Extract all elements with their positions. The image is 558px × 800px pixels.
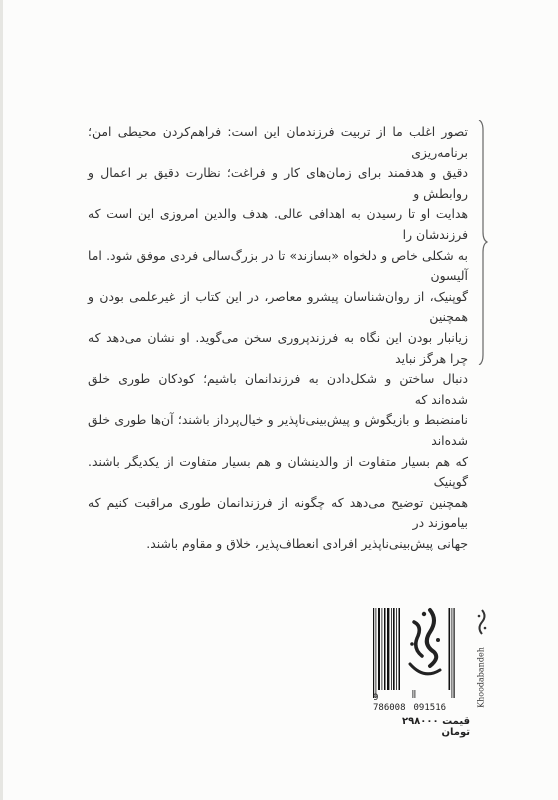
blurb-line: به شکلی خاص و دلخواه «بسازند» تا در بزرگ‌سالی فردی موفق شود. اما آلیسون	[88, 247, 468, 284]
blurb-line: دنبال ساختن و شکل‌دادن به فرزندانمان باشیم؛ کودکان طوری خلق شده‌اند که	[88, 371, 468, 407]
blurb-line: زیانبار بودن این نگاه به فرزندپروری سخن می‌گوید. او نشان می‌دهد که چرا هرگز نباید	[88, 329, 468, 366]
blurb-line: جهانی پیش‌بینی‌ناپذیر افرادی انعطاف‌پذیر، خلاق و مقاوم باشند.	[146, 535, 468, 551]
barcode-lead-digit: 9	[373, 693, 379, 703]
barcode-numbers	[373, 703, 463, 713]
page-edge	[0, 0, 3, 800]
barcode-right-digits: 091516	[413, 703, 447, 713]
blurb-line: که هم بسیار متفاوت از والدینشان و هم بسیار متفاوت از یکدیگر باشند. گوپنیک	[88, 453, 468, 490]
back-cover-blurb	[88, 122, 468, 554]
barcode-left-digits: 786008	[373, 703, 406, 713]
blurb-line: همچنین توضیح می‌دهد که چگونه از فرزندانمان طوری مراقبت کنیم که بیاموزند در	[88, 494, 468, 531]
publisher-logo-icon	[400, 600, 448, 690]
blurb-line: گوپنیک، از روان‌شناسان پیشرو معاصر، در این کتاب از غیرعلمی بودن و همچنین	[88, 288, 468, 325]
price-label: قیمت ۲۹۸۰۰۰ تومان	[401, 716, 470, 738]
blurb-line: دقیق و هدفمند برای زمان‌های کار و فراغت؛ نظارت دقیق بر اعمال و روابطش و	[88, 165, 468, 201]
blurb-line: تصور اغلب ما از تربیت فرزندمان این است: فراهم‌کردن محیطی امن؛ برنامه‌ریزی	[88, 124, 468, 160]
blurb-line: نامنضبط و بازیگوش و پیش‌بینی‌ناپذیر و خیال‌پرداز باشند؛ آن‌ها طوری خلق شده‌اند	[88, 412, 468, 448]
blurb-line: هدایت او تا رسیدن به اهدافی عالی. هدف والدین امروزی این است که فرزندشان را	[88, 206, 468, 242]
curly-brace-ornament	[478, 120, 488, 365]
publisher-name	[474, 640, 488, 720]
publisher-mark-icon	[475, 608, 489, 636]
publisher-latin-name: Khoodabandeh	[476, 647, 486, 708]
